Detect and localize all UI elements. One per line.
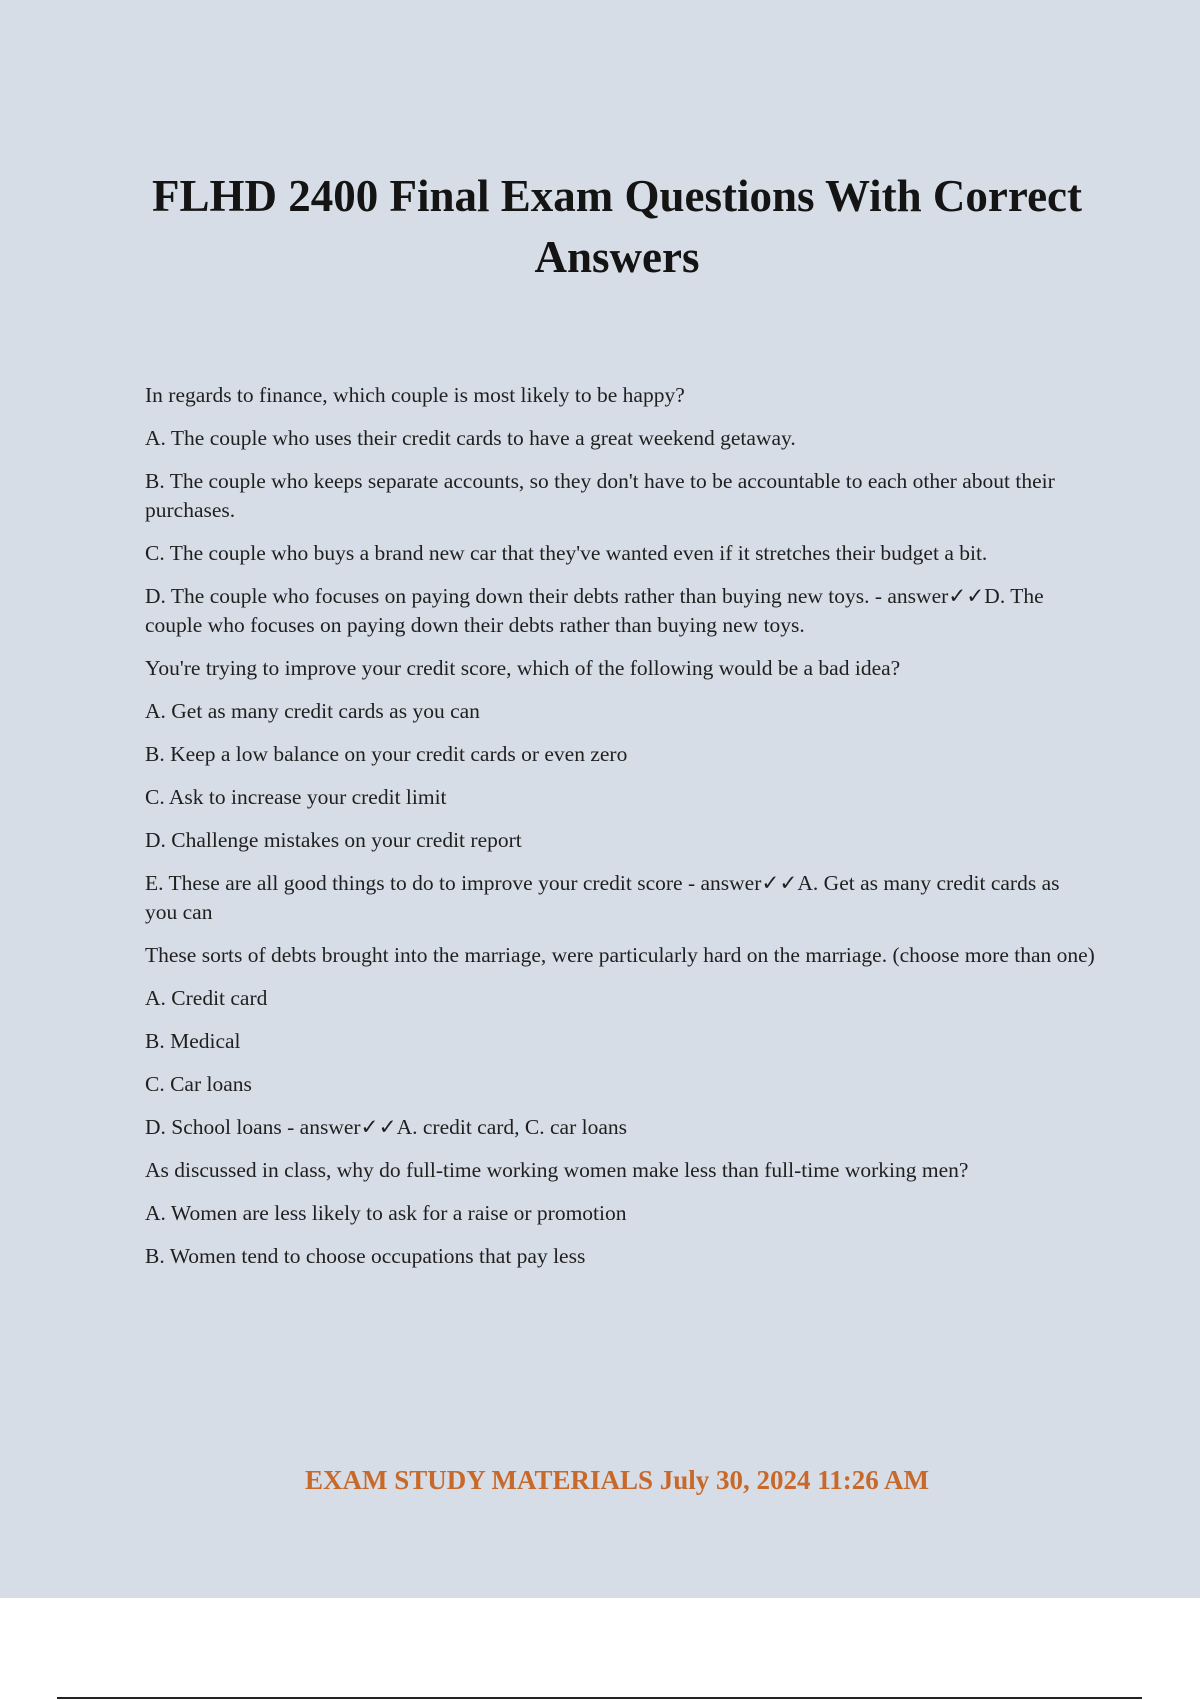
question-list [145, 381, 1095, 1285]
answer-option: B. The couple who keeps separate accounts, so they don't have to be accountable to each other about their purchases. [145, 469, 1055, 522]
answer-option: C. Ask to increase your credit limit [145, 785, 447, 809]
answer-option: D. Challenge mistakes on your credit report [145, 828, 522, 852]
answer-option: A. The couple who uses their credit cards to have a great weekend getaway. [145, 426, 796, 450]
document-title: FLHD 2400 Final Exam Questions With Correct Answers [151, 171, 1082, 282]
answer-option: C. Car loans [145, 1072, 252, 1096]
question-text: As discussed in class, why do full-time working women make less than full-time working men? [145, 1158, 969, 1182]
answer-option-with-key: D. The couple who focuses on paying down their debts rather than buying new toys. - answer✓✓D. The couple who focuses on paying down their debts rather than buying new toys. [145, 584, 1044, 637]
page-footer-divider [57, 1697, 1142, 1699]
question-text: In regards to finance, which couple is most likely to be happy? [145, 383, 685, 407]
answer-option: B. Keep a low balance on your credit cards or even zero [145, 742, 628, 766]
exam-study-materials-stamp: EXAM STUDY MATERIALS July 30, 2024 11:26 AM [304, 1465, 930, 1495]
question-text: These sorts of debts brought into the marriage, were particularly hard on the marriage. (choose more than one) [145, 943, 1095, 967]
answer-option: A. Credit card [145, 986, 268, 1010]
question-text: You're trying to improve your credit score, which of the following would be a bad idea? [145, 656, 901, 680]
answer-option: B. Women tend to choose occupations that pay less [145, 1244, 586, 1268]
answer-option: C. The couple who buys a brand new car that they've wanted even if it stretches their budget a bit. [145, 541, 988, 565]
answer-option: A. Get as many credit cards as you can [145, 699, 480, 723]
answer-option-with-key: D. School loans - answer✓✓A. credit card, C. car loans [145, 1115, 628, 1139]
answer-option: A. Women are less likely to ask for a raise or promotion [145, 1201, 627, 1225]
answer-option-with-key: E. These are all good things to do to improve your credit score - answer✓✓A. Get as many credit cards as you can [145, 871, 1060, 924]
answer-option: B. Medical [145, 1029, 241, 1053]
